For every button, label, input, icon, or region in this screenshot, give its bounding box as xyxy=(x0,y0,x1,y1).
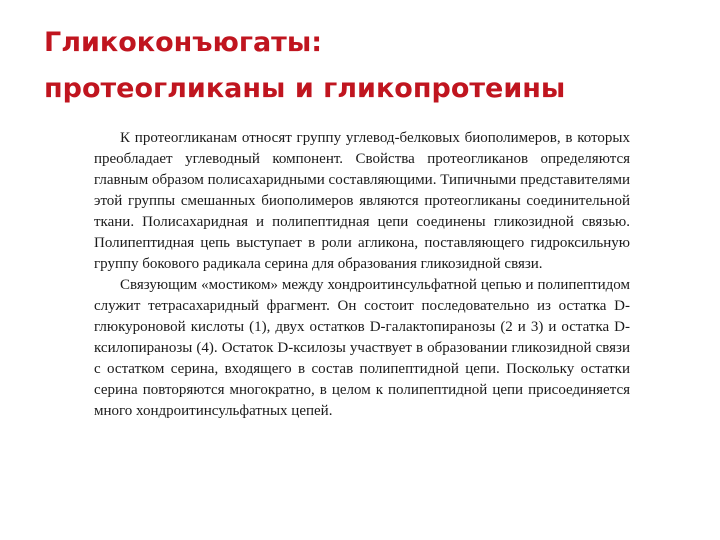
paragraph-proteoglycans: К протеогликанам относят группу углевод-белковых биополимеров, в которых преобладает углеводный компонент. Свойства протеогликанов определяются главным образом полисахаридными составляющими. Типичными представителями этой группы смешанных биополимеров являются протеогликаны соединительной ткани. Полисахаридная и полипептидная цепи соединены гликозидной связью. Полипептидная цепь выступает в роли агликона, поставляющего гидроксильную группу бокового радикала серина для образования гликозидной связи. xyxy=(94,130,630,272)
slide-title xyxy=(44,20,684,112)
scanned-text-block xyxy=(94,128,630,478)
slide-title-line-2: протеогликаны и гликопротеины xyxy=(44,73,566,104)
paragraph-tetrasaccharide-bridge: Связующим «мостиком» между хондроитинсульфатной цепью и полипептидом служит тетрасахаридный фрагмент. Он состоит последовательно из остатка D-глюкуроновой кислоты (1), двух остатков D-галактопиранозы (2 и 3) и остатка D-ксилопиранозы (4). Остаток D-ксилозы участвует в образовании гликозидной связи с остатком серина, входящего в состав полипептидной цепи. Поскольку остатки серина повторяются многократно, в целом к полипептидной цепи присоединяется много хондроитинсульфатных цепей. xyxy=(94,277,630,419)
slide-title-line-1: Гликоконъюгаты: xyxy=(44,27,323,58)
